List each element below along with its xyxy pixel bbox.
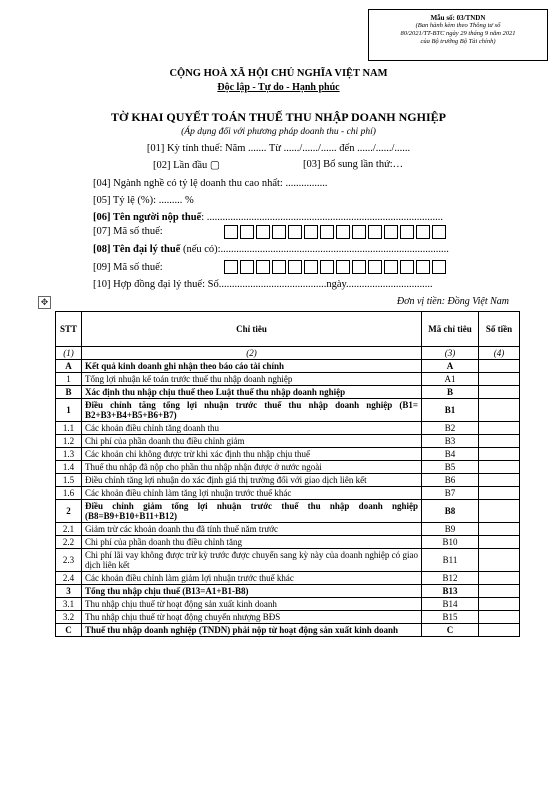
row-stt: 1.6 <box>56 487 82 500</box>
table-row <box>56 572 520 585</box>
row-code: B9 <box>422 523 479 536</box>
row-amount-input[interactable] <box>479 373 520 386</box>
row-code: A <box>422 360 479 373</box>
field-05-rate[interactable]: [05] Tỷ lệ (%): ......... % <box>93 195 194 206</box>
row-indicator: Điều chỉnh tăng tổng lợi nhuận trước thuế thu nhập doanh nghiệp (B1= B2+B3+B4+B5+B6+B7) <box>82 399 422 422</box>
agent-tax-code-cell[interactable] <box>256 260 270 274</box>
field-09-label: [09] Mã số thuế: <box>93 262 163 273</box>
table-row <box>56 474 520 487</box>
agent-tax-code-cell[interactable] <box>240 260 254 274</box>
tax-code-cell[interactable] <box>224 225 238 239</box>
row-indicator: Tổng thu nhập chịu thuế (B13=A1+B1-B8) <box>82 585 422 598</box>
field-07-cells[interactable] <box>224 225 448 239</box>
tax-code-cell[interactable] <box>304 225 318 239</box>
row-indicator: Thuế thu nhập đã nộp cho phần thu nhập nhận được ở nước ngoài <box>82 461 422 474</box>
table-row <box>56 435 520 448</box>
row-code: B4 <box>422 448 479 461</box>
row-amount-input[interactable] <box>479 474 520 487</box>
tax-code-cell[interactable] <box>352 225 366 239</box>
table-row <box>56 500 520 523</box>
agent-tax-code-cell[interactable] <box>400 260 414 274</box>
row-amount-input[interactable] <box>479 360 520 373</box>
row-stt: 3.2 <box>56 611 82 624</box>
currency-unit: Đơn vị tiền: Đồng Việt Nam <box>396 296 509 307</box>
row-indicator: Chi phí của phần doanh thu điều chỉnh tăng <box>82 536 422 549</box>
tax-code-cell[interactable] <box>336 225 350 239</box>
row-indicator: Thuế thu nhập doanh nghiệp (TNDN) phải nộp từ hoạt động sản xuất kinh doanh <box>82 624 422 637</box>
row-stt: 2.4 <box>56 572 82 585</box>
row-code: A1 <box>422 373 479 386</box>
row-amount-input[interactable] <box>479 611 520 624</box>
table-row <box>56 399 520 422</box>
row-stt: 1.2 <box>56 435 82 448</box>
row-stt: 3 <box>56 585 82 598</box>
index-3: (3) <box>422 347 479 360</box>
tax-code-cell[interactable] <box>272 225 286 239</box>
row-indicator: Chi phí lãi vay không được trừ kỳ trước được chuyển sang kỳ này của doanh nghiệp có giao dịch liên kết <box>82 549 422 572</box>
agent-tax-code-cell[interactable] <box>272 260 286 274</box>
field-02-first-time[interactable]: [02] Lần đầu ▢ <box>153 160 220 171</box>
table-row <box>56 487 520 500</box>
agent-tax-code-cell[interactable] <box>352 260 366 274</box>
row-code: B6 <box>422 474 479 487</box>
row-amount-input[interactable] <box>479 598 520 611</box>
row-indicator: Các khoản điều chỉnh làm tăng lợi nhuận trước thuế khác <box>82 487 422 500</box>
row-amount-input[interactable] <box>479 624 520 637</box>
field-09-cells[interactable] <box>224 260 448 274</box>
table-move-handle-icon[interactable]: ✥ <box>38 296 51 309</box>
header-amount: Số tiền <box>479 312 520 347</box>
field-06-dots: : .......................................................................................... <box>201 212 443 223</box>
table-row <box>56 523 520 536</box>
row-code: B2 <box>422 422 479 435</box>
field-08-label: [08] Tên đại lý thuế <box>93 244 181 255</box>
row-amount-input[interactable] <box>479 461 520 474</box>
row-code: B <box>422 386 479 399</box>
tax-code-cell[interactable] <box>384 225 398 239</box>
row-indicator: Giảm trừ các khoản doanh thu đã tính thuế năm trước <box>82 523 422 536</box>
row-indicator: Các khoản chi không được trừ khi xác định thu nhập chịu thuế <box>82 448 422 461</box>
row-code: B8 <box>422 500 479 523</box>
row-stt: 1 <box>56 399 82 422</box>
row-stt: 1.5 <box>56 474 82 487</box>
agent-tax-code-cell[interactable] <box>416 260 430 274</box>
row-amount-input[interactable] <box>479 487 520 500</box>
row-amount-input[interactable] <box>479 435 520 448</box>
agent-tax-code-cell[interactable] <box>432 260 446 274</box>
agent-tax-code-cell[interactable] <box>224 260 238 274</box>
field-08-rest: (nếu có):....................................................................................... <box>180 244 449 255</box>
row-code: B14 <box>422 598 479 611</box>
row-amount-input[interactable] <box>479 549 520 572</box>
row-indicator: Điều chỉnh tăng lợi nhuận do xác định giá thị trường đối với giao dịch liên kết <box>82 474 422 487</box>
row-indicator: Xác định thu nhập chịu thuế theo Luật thuế thu nhập doanh nghiệp <box>82 386 422 399</box>
tax-code-cell[interactable] <box>256 225 270 239</box>
row-stt: 2.3 <box>56 549 82 572</box>
row-stt: A <box>56 360 82 373</box>
table-row <box>56 360 520 373</box>
row-amount-input[interactable] <box>479 500 520 523</box>
row-amount-input[interactable] <box>479 572 520 585</box>
row-stt: 2.1 <box>56 523 82 536</box>
row-stt: 1.1 <box>56 422 82 435</box>
tax-code-cell[interactable] <box>368 225 382 239</box>
row-indicator: Thu nhập chịu thuế từ hoạt động sản xuất kinh doanh <box>82 598 422 611</box>
agent-tax-code-cell[interactable] <box>304 260 318 274</box>
country-header: CỘNG HOÀ XÃ HỘI CHỦ NGHĨA VIỆT NAM <box>169 68 388 79</box>
index-2: (2) <box>82 347 422 360</box>
row-code: B7 <box>422 487 479 500</box>
table-row <box>56 598 520 611</box>
row-indicator: Thu nhập chịu thuế từ hoạt động chuyển nhượng BĐS <box>82 611 422 624</box>
tax-code-cell[interactable] <box>240 225 254 239</box>
row-stt: B <box>56 386 82 399</box>
table-row <box>56 386 520 399</box>
row-amount-input[interactable] <box>479 523 520 536</box>
row-indicator: Các khoản điều chỉnh tăng doanh thu <box>82 422 422 435</box>
row-amount-input[interactable] <box>479 585 520 598</box>
table-row <box>56 611 520 624</box>
row-indicator: Các khoản điều chỉnh làm giảm lợi nhuận trước thuế khác <box>82 572 422 585</box>
agent-tax-code-cell[interactable] <box>336 260 350 274</box>
table-row <box>56 585 520 598</box>
row-code: B10 <box>422 536 479 549</box>
table-row <box>56 624 520 637</box>
row-amount-input[interactable] <box>479 422 520 435</box>
row-stt: 1 <box>56 373 82 386</box>
row-indicator: Tổng lợi nhuận kế toán trước thuế thu nhập doanh nghiệp <box>82 373 422 386</box>
table-row <box>56 448 520 461</box>
table-row <box>56 461 520 474</box>
form-code-box <box>368 9 548 61</box>
motto: Độc lập - Tự do - Hạnh phúc <box>217 82 340 93</box>
row-amount-input[interactable] <box>479 448 520 461</box>
field-07-label: [07] Mã số thuế: <box>93 226 163 237</box>
row-amount-input[interactable] <box>479 386 520 399</box>
row-code: C <box>422 624 479 637</box>
agent-tax-code-cell[interactable] <box>384 260 398 274</box>
field-08-agent-name[interactable] <box>93 244 449 255</box>
index-1: (1) <box>56 347 82 360</box>
form-note-1: (Ban hành kèm theo Thông tư số <box>415 22 501 29</box>
field-01-period[interactable]: [01] Kỳ tính thuế: Năm ....... Từ ....../....../...... đến ....../....../...... <box>146 143 411 154</box>
tax-code-cell[interactable] <box>320 225 334 239</box>
form-note-2: 80/2021/TT-BTC ngày 29 tháng 9 năm 2021 <box>400 30 516 37</box>
form-code: Mẫu số: 03/TNDN <box>430 14 486 22</box>
settlement-table <box>55 311 520 637</box>
tax-code-cell[interactable] <box>432 225 446 239</box>
table-row <box>56 536 520 549</box>
header-code: Mã chỉ tiêu <box>422 312 479 347</box>
field-06-taxpayer-name[interactable] <box>93 212 443 223</box>
field-07-tax-code <box>93 226 163 237</box>
agent-tax-code-cell[interactable] <box>288 260 302 274</box>
form-note-3: của Bộ trưởng Bộ Tài chính) <box>420 38 496 45</box>
table-row <box>56 373 520 386</box>
row-code: B12 <box>422 572 479 585</box>
page-subtitle: (Áp dụng đối với phương pháp doanh thu - chi phí) <box>181 127 376 137</box>
row-code: B13 <box>422 585 479 598</box>
row-indicator: Chi phí của phần doanh thu điều chỉnh giảm <box>82 435 422 448</box>
tax-code-cell[interactable] <box>400 225 414 239</box>
row-stt: 1.3 <box>56 448 82 461</box>
page-title: TỜ KHAI QUYẾT TOÁN THUẾ THU NHẬP DOANH NGHIỆP <box>111 110 446 124</box>
field-04-industry[interactable]: [04] Ngành nghề có tỷ lệ doanh thu cao nhất: ................ <box>93 178 328 189</box>
row-stt: C <box>56 624 82 637</box>
table-body <box>56 360 520 637</box>
row-amount-input[interactable] <box>479 536 520 549</box>
field-03-supplement[interactable]: [03] Bổ sung lần thứ:… <box>303 159 404 170</box>
field-09-agent-tax-code <box>93 262 163 273</box>
table-row <box>56 549 520 572</box>
field-06-label: [06] Tên người nộp thuế <box>93 212 202 223</box>
row-amount-input[interactable] <box>479 399 520 422</box>
row-code: B3 <box>422 435 479 448</box>
field-10-agent-contract[interactable]: [10] Hợp đồng đại lý thuế: Số.........................................ngày................................. <box>93 279 433 290</box>
index-4: (4) <box>479 347 520 360</box>
row-indicator: Điều chỉnh giảm tổng lợi nhuận trước thuế thu nhập doanh nghiệp (B8=B9+B10+B11+B12) <box>82 500 422 523</box>
row-stt: 2.2 <box>56 536 82 549</box>
table-row <box>56 422 520 435</box>
agent-tax-code-cell[interactable] <box>368 260 382 274</box>
row-code: B11 <box>422 549 479 572</box>
row-code: B15 <box>422 611 479 624</box>
tax-code-cell[interactable] <box>416 225 430 239</box>
row-stt: 2 <box>56 500 82 523</box>
header-indicator: Chỉ tiêu <box>82 312 422 347</box>
tax-code-cell[interactable] <box>288 225 302 239</box>
agent-tax-code-cell[interactable] <box>320 260 334 274</box>
row-code: B1 <box>422 399 479 422</box>
row-stt: 3.1 <box>56 598 82 611</box>
row-code: B5 <box>422 461 479 474</box>
row-indicator: Kết quả kinh doanh ghi nhận theo báo cáo tài chính <box>82 360 422 373</box>
header-stt: STT <box>56 312 82 347</box>
row-stt: 1.4 <box>56 461 82 474</box>
